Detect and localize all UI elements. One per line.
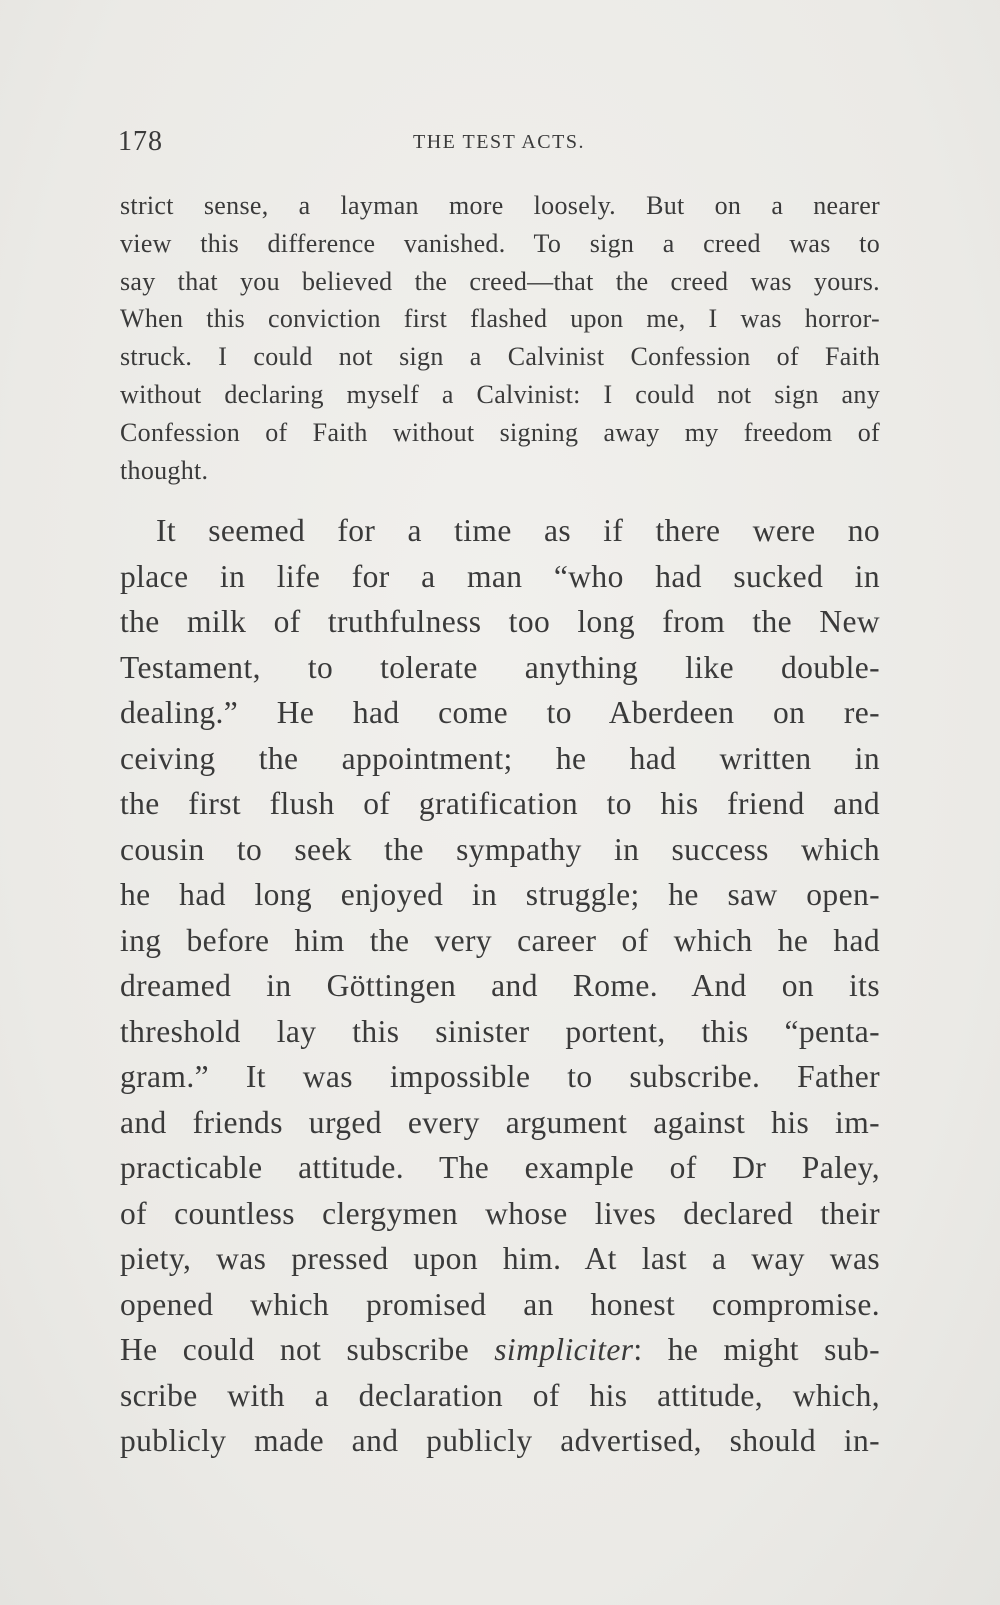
text-line: Confession of Faith without signing away my freedom of bbox=[120, 417, 880, 447]
text-line: struck. I could not sign a Calvinist Confession of Faith bbox=[120, 342, 880, 372]
text-line: of countless clergymen whose lives declared their bbox=[120, 1195, 880, 1231]
text-line: strict sense, a layman more loosely. But on a nearer bbox=[120, 191, 880, 220]
text-line: publicly made and publicly advertised, should in- bbox=[120, 1423, 880, 1458]
text-segment: : he might sub- bbox=[633, 1332, 880, 1367]
text-line: ing before him the very career of which he had bbox=[120, 922, 880, 958]
text-line: Testament, to tolerate anything like double- bbox=[120, 649, 880, 685]
text-line: without declaring myself a Calvinist: I could not sign any bbox=[120, 379, 880, 409]
text-line: piety, was pressed upon him. At last a way was bbox=[120, 1241, 880, 1276]
body-paragraph bbox=[120, 508, 880, 1464]
text-line: cousin to seek the sympathy in success which bbox=[120, 831, 880, 867]
text-line: practicable attitude. The example of Dr Paley, bbox=[120, 1150, 880, 1185]
text-line: scribe with a declaration of his attitude, which, bbox=[120, 1377, 880, 1413]
text-line: gram.” It was impossible to subscribe. Father bbox=[120, 1059, 880, 1094]
text-line: dreamed in Göttingen and Rome. And on its bbox=[120, 968, 880, 1003]
italic-term: simpliciter bbox=[494, 1332, 634, 1367]
text-line: he had long enjoyed in struggle; he saw open- bbox=[120, 877, 880, 912]
text-line: the first flush of gratification to his friend and bbox=[120, 786, 880, 821]
text-line: ceiving the appointment; he had written in bbox=[120, 740, 880, 776]
running-title: THE TEST ACTS. bbox=[413, 131, 585, 153]
text-segment: He could not subscribe bbox=[120, 1332, 495, 1367]
text-line: opened which promised an honest compromise. bbox=[120, 1286, 880, 1322]
text-line: and friends urged every argument against his im- bbox=[120, 1104, 880, 1140]
text-line bbox=[120, 1327, 880, 1373]
text-line: threshold lay this sinister portent, this “penta- bbox=[120, 1013, 880, 1049]
text-line: view this difference vanished. To sign a creed was to bbox=[120, 228, 880, 258]
quoted-paragraph bbox=[120, 187, 880, 489]
text-line: It seemed for a time as if there were no bbox=[156, 513, 880, 548]
text-line: place in life for a man “who had sucked in bbox=[120, 558, 880, 594]
text-line: When this conviction first flashed upon me, I was horror- bbox=[120, 304, 880, 334]
text-line: the milk of truthfulness too long from the New bbox=[120, 604, 880, 639]
page-number: 178 bbox=[118, 126, 163, 157]
text-line: say that you believed the creed—that the creed was yours. bbox=[120, 266, 880, 296]
text-line: thought. bbox=[120, 455, 209, 485]
text-line: dealing.” He had come to Aberdeen on re- bbox=[120, 695, 880, 730]
running-head bbox=[118, 126, 880, 166]
